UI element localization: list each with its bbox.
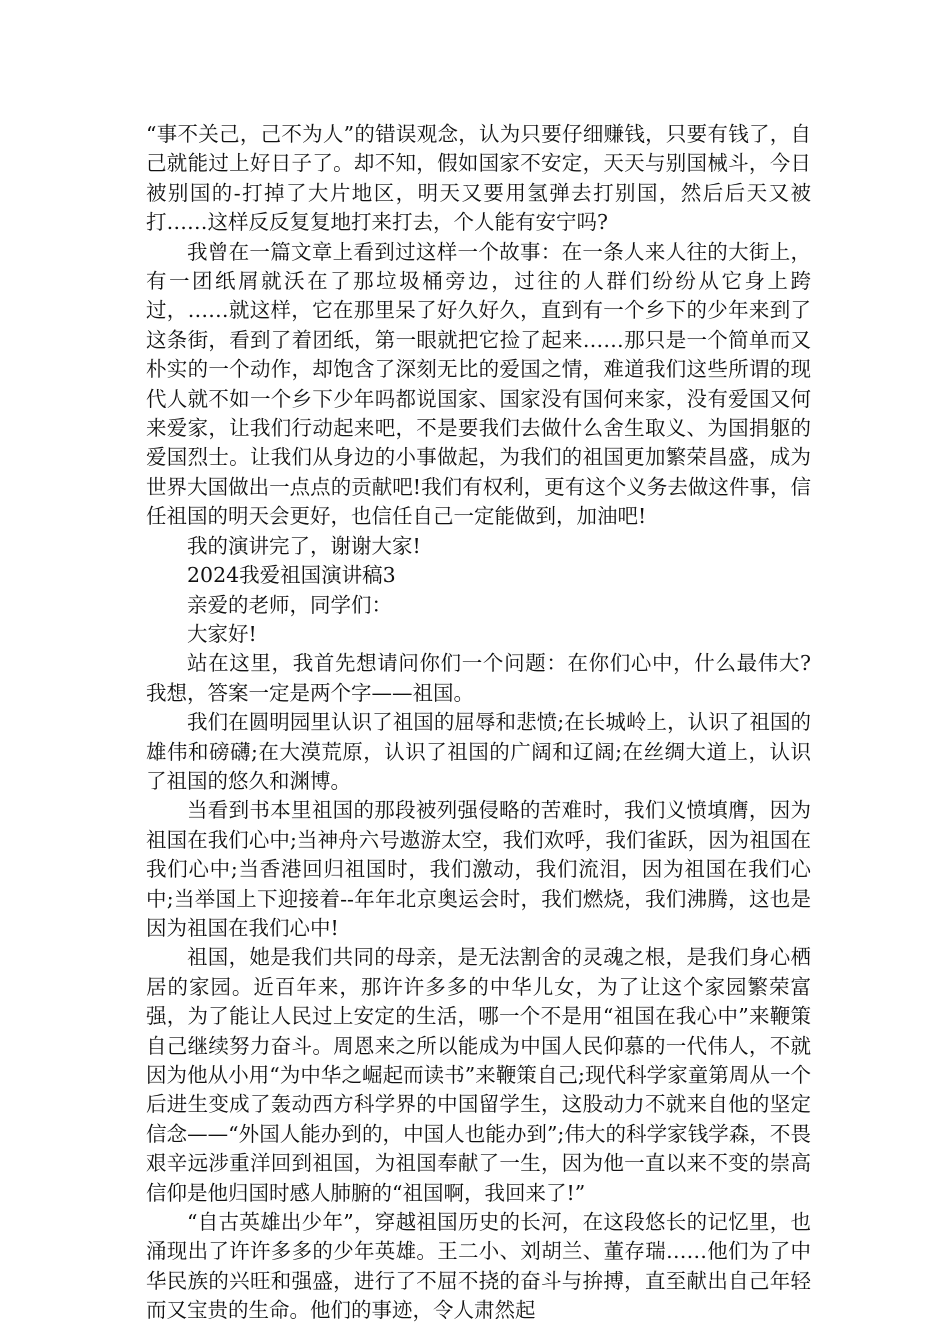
greeting: 大家好! bbox=[187, 621, 257, 646]
paragraph-story: 我曾在一篇文章上看到过这样一个故事：在一条人来人往的大街上，有一团纸屑就沃在了那垃圾桶旁边，过往的人群们纷纷从它身上跨过，……就这样，它在那里呆了好久好久，直到有一个乡下的少年来到了这条街，看到了着团纸，第一眼就把它捡了起来……那只是一个简单而又朴实的一个动作，却饱含了深刻无比的爱国之情，难道我们这些所谓的现代人就不如一个乡下少年吗都说国家、国家没有国何来家，没有爱国又何来爱家，让我们行动起来吧，不是要我们去做什么舍生取义、为国捐躯的爱国烈士。让我们从身边的小事做起，为我们的祖国更加繁荣昌盛，成为世界大国做出一点点的贡献吧!我们有权利，更有这个义务去做这件事，信任祖国的明天会更好，也信任自己一定能做到，加油吧! bbox=[146, 239, 811, 529]
paragraph-motherland: 祖国，她是我们共同的母亲，是无法割舍的灵魂之根，是我们身心栖居的家园。近百年来，那许许多多的中华儿女，为了让这个家园繁荣富强，为了能让人民过上安定的生活，哪一个不是用“祖国在我心中”来鞭策自己继续努力奋斗。周恩来之所以能成为中国人民仰慕的一代伟人，不就因为他从小用“为中华之崛起而读书”来鞭策自己;现代科学家童第周从一个后进生变成了轰动西方科学界的中国留学生，这股动力不就来自他的坚定信念——“外国人能办到的，中国人也能办到”;伟大的科学家钱学森，不畏艰辛远涉重洋回到祖国，为祖国奉献了一生，因为他一直以来不变的崇高信仰是他归国时感人肺腑的“祖国啊，我回来了!” bbox=[146, 945, 811, 1205]
paragraph-question: 站在这里，我首先想请问你们一个问题：在你们心中，什么最伟大?我想，答案一定是两个字——祖国。 bbox=[146, 651, 811, 705]
speech-title: 2024我爱祖国演讲稿3 bbox=[187, 563, 396, 588]
paragraph-recognition: 我们在圆明园里认识了祖国的屈辱和悲愤;在长城岭上，认识了祖国的雄伟和磅礴;在大漠荒原，认识了祖国的广阔和辽阔;在丝绸大道上，认识了祖国的悠久和渊博。 bbox=[146, 710, 811, 793]
paragraph-in-our-hearts: 当看到书本里祖国的那段被列强侵略的苦难时，我们义愤填膺，因为祖国在我们心中;当神舟六号遨游太空，我们欢呼，我们雀跃，因为祖国在我们心中;当香港回归祖国时，我们激动，我们流泪，因为祖国在我们心中;当举国上下迎接着--年年北京奥运会时，我们燃烧，我们沸腾，这也是因为祖国在我们心中! bbox=[146, 798, 811, 940]
salutation: 亲爱的老师，同学们： bbox=[187, 592, 392, 617]
paragraph-closing: 我的演讲完了，谢谢大家! bbox=[187, 533, 421, 558]
paragraph-continuation: “事不关己，己不为人”的错误观念，认为只要仔细赚钱，只要有钱了，自己就能过上好日子了。却不知，假如国家不安定，天天与别国械斗，今日被别国的-打掉了大片地区，明天又要用氢弹去打别国，然后后天又被打……这样反反复复地打来打去，个人能有安宁吗? bbox=[146, 122, 811, 235]
paragraph-young-heroes: “自古英雄出少年”，穿越祖国历史的长河，在这段悠长的记忆里，也涌现出了许许多多的少年英雄。王二小、刘胡兰、董存瑞……他们为了中华民族的兴旺和强盛，进行了不屈不挠的奋斗与拚搏，直至献出自己年轻而又宝贵的生命。他们的事迹，令人肃然起 bbox=[146, 1210, 811, 1323]
document-page bbox=[146, 120, 811, 1326]
